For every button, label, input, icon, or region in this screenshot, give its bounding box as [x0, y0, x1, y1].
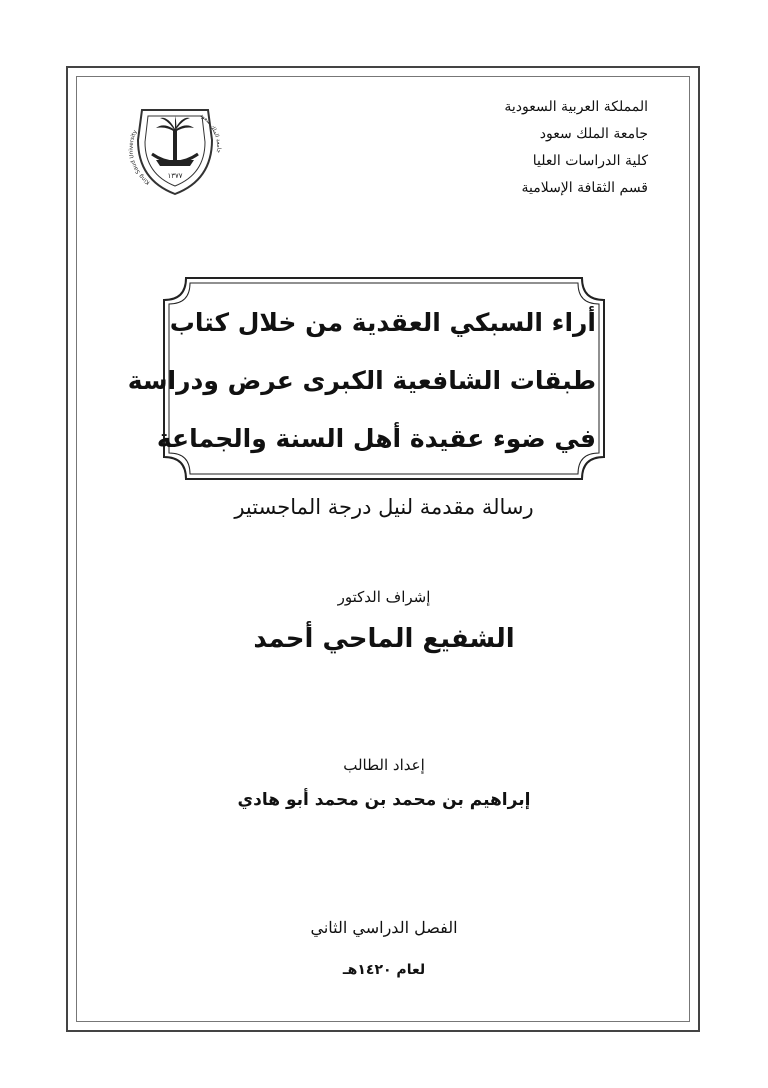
title-line-2: طبقات الشافعية الكبرى عرض ودراسة	[127, 366, 596, 395]
academic-year: لعام ١٤٢٠هـ	[342, 962, 426, 978]
seal-year: ١٣٧٧	[167, 172, 183, 180]
university-seal-icon	[128, 100, 222, 198]
header-country: المملكة العربية السعودية	[504, 99, 648, 115]
palm-tree-icon	[156, 116, 194, 160]
student-label: إعداد الطالب	[343, 756, 425, 774]
seal-english-text: King Saud University	[128, 129, 152, 186]
degree-subtitle: رسالة مقدمة لنيل درجة الماجستير	[234, 495, 534, 519]
supervisor-name: الشفيع الماحي أحمد	[253, 624, 515, 654]
thesis-title	[127, 294, 596, 468]
header-university: جامعة الملك سعود	[539, 126, 648, 142]
institution-header	[428, 94, 648, 202]
header-college: كلية الدراسات العليا	[532, 153, 648, 169]
page-inner-border	[76, 76, 690, 1022]
supervisor-label: إشراف الدكتور	[337, 588, 431, 606]
header-department: قسم الثقافة الإسلامية	[521, 180, 648, 196]
student-name: إبراهيم بن محمد بن محمد أبو هادي	[237, 790, 531, 810]
seal-arabic-text: جامعة الملك سعود	[198, 112, 222, 154]
semester: الفصل الدراسي الثاني	[310, 918, 458, 937]
title-line-1: أراء السبكي العقدية من خلال كتاب	[169, 308, 596, 337]
title-line-3: في ضوء عقيدة أهل السنة والجماعة	[156, 424, 596, 453]
